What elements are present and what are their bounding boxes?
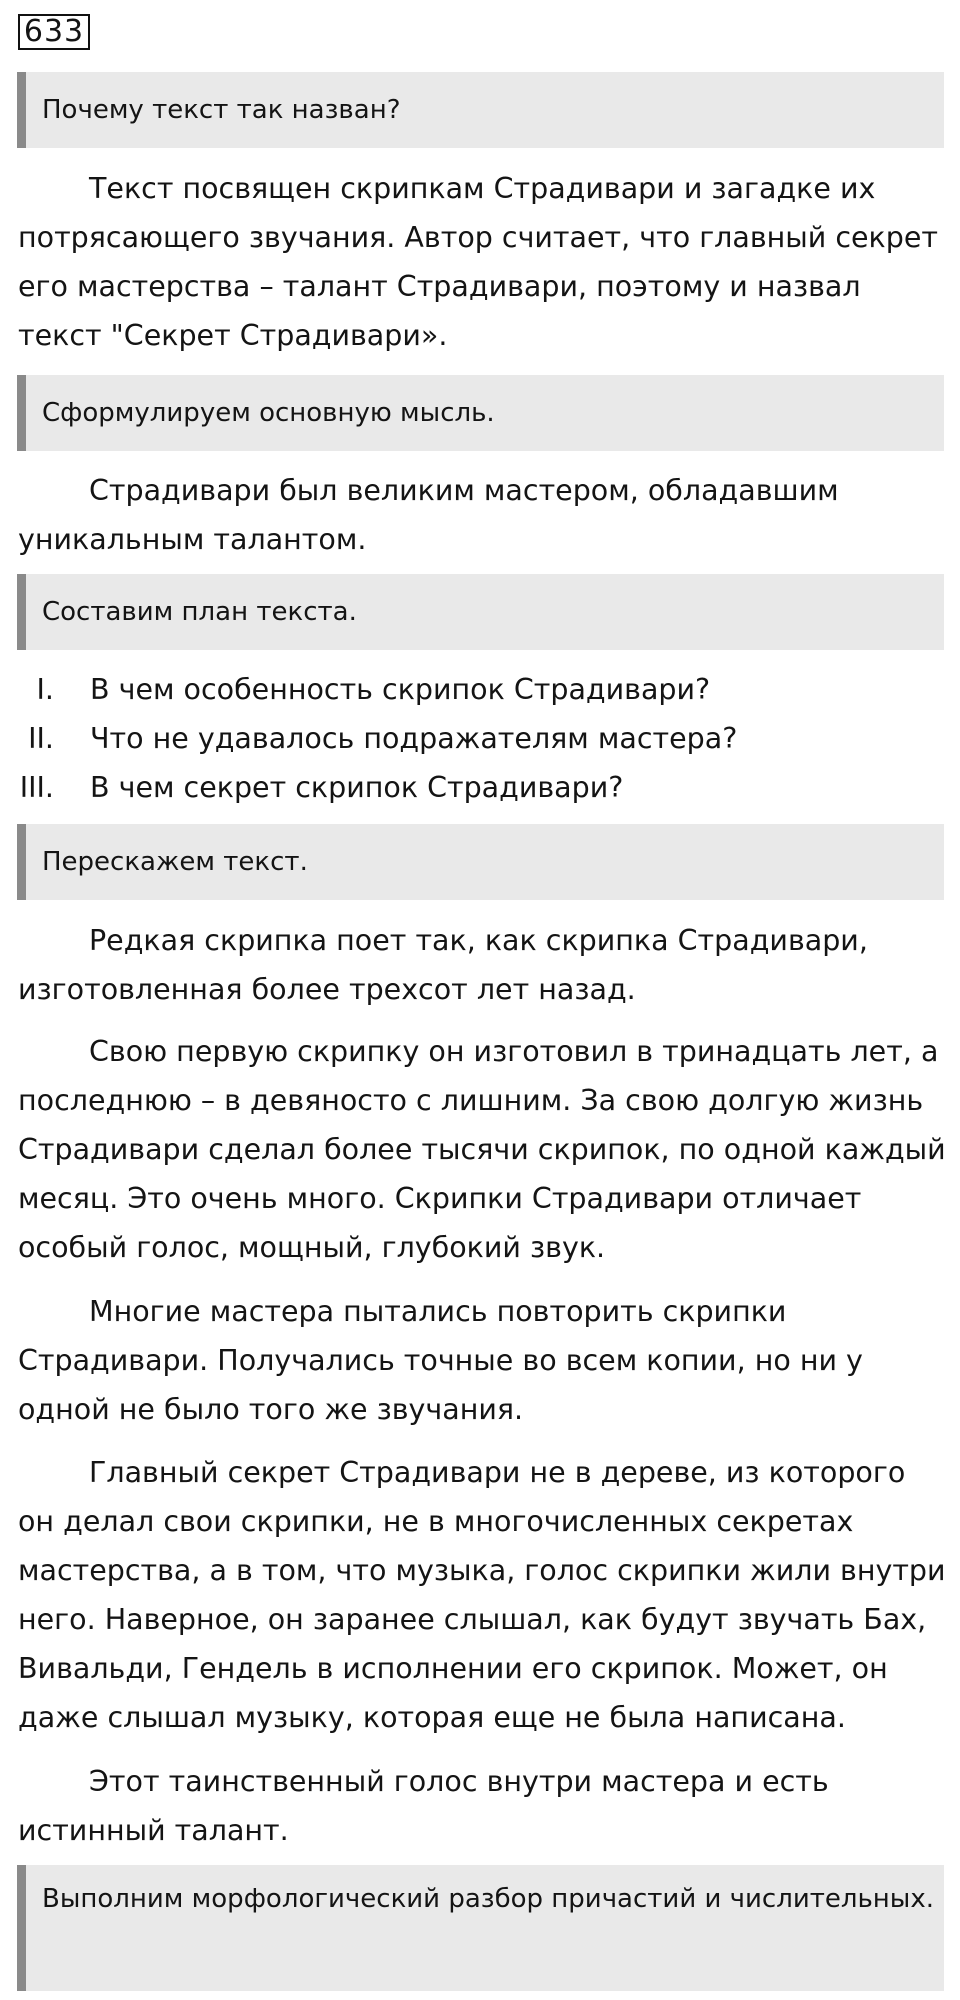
question-why-title: Почему текст так назван? (17, 72, 944, 148)
answer-main-idea: Страдивари был великим мастером, обладавшим уникальным талантом. (18, 474, 839, 556)
question-retell: Перескажем текст. (17, 824, 944, 900)
retell-paragraph: Редкая скрипка поет так, как скрипка Страдивари, изготовленная более трехсот лет назад. (18, 924, 868, 1006)
plan-item-text: Что не удавалось подражателям мастера? (90, 722, 738, 755)
plan-item (0, 714, 930, 763)
question-morphology: Выполним морфологический разбор причастий и числительных. (17, 1865, 944, 1991)
retell-paragraph: Многие мастера пытались повторить скрипки Страдивари. Получались точные во всем копии, но ни у одной не было того же звучания. (18, 1295, 863, 1426)
plan-item-number: III. (19, 771, 54, 804)
retell-paragraph: Этот таинственный голос внутри мастера и есть истинный талант. (18, 1765, 829, 1847)
question-plan: Составим план текста. (17, 574, 944, 650)
plan-item (0, 763, 930, 812)
plan-list (0, 665, 930, 812)
retell-paragraph: Главный секрет Страдивари не в дереве, из которого он делал свои скрипки, не в многочисленных секретах мастерства, а в том, что музыка, голос скрипки жили внутри него. Наверное, он заранее слышал, как будут звучать Бах, Вивальди, Гендель в исполнении его скрипок. Может, он даже слышал музыку, которая еще не была написана. (18, 1456, 946, 1734)
task-number: 633 (18, 14, 90, 50)
answer-why-title: Текст посвящен скрипкам Страдивари и загадке их потрясающего звучания. Автор считает, что главный секрет его мастерства – талант Страдивари, поэтому и назвал текст "Секрет Страдивари». (18, 172, 939, 352)
retell-paragraph: Свою первую скрипку он изготовил в тринадцать лет, а последнюю – в девяносто с лишним. За свою долгую жизнь Страдивари сделал более тысячи скрипок, по одной каждый месяц. Это очень много. Скрипки Страдивари отличает особый голос, мощный, глубокий звук. (18, 1035, 946, 1264)
plan-item-text: В чем особенность скрипок Страдивари? (90, 673, 711, 706)
question-main-idea: Сформулируем основную мысль. (17, 375, 944, 451)
plan-item-number: I. (36, 673, 54, 706)
plan-item-text: В чем секрет скрипок Страдивари? (90, 771, 624, 804)
plan-item (0, 665, 930, 714)
plan-item-number: II. (28, 722, 54, 755)
